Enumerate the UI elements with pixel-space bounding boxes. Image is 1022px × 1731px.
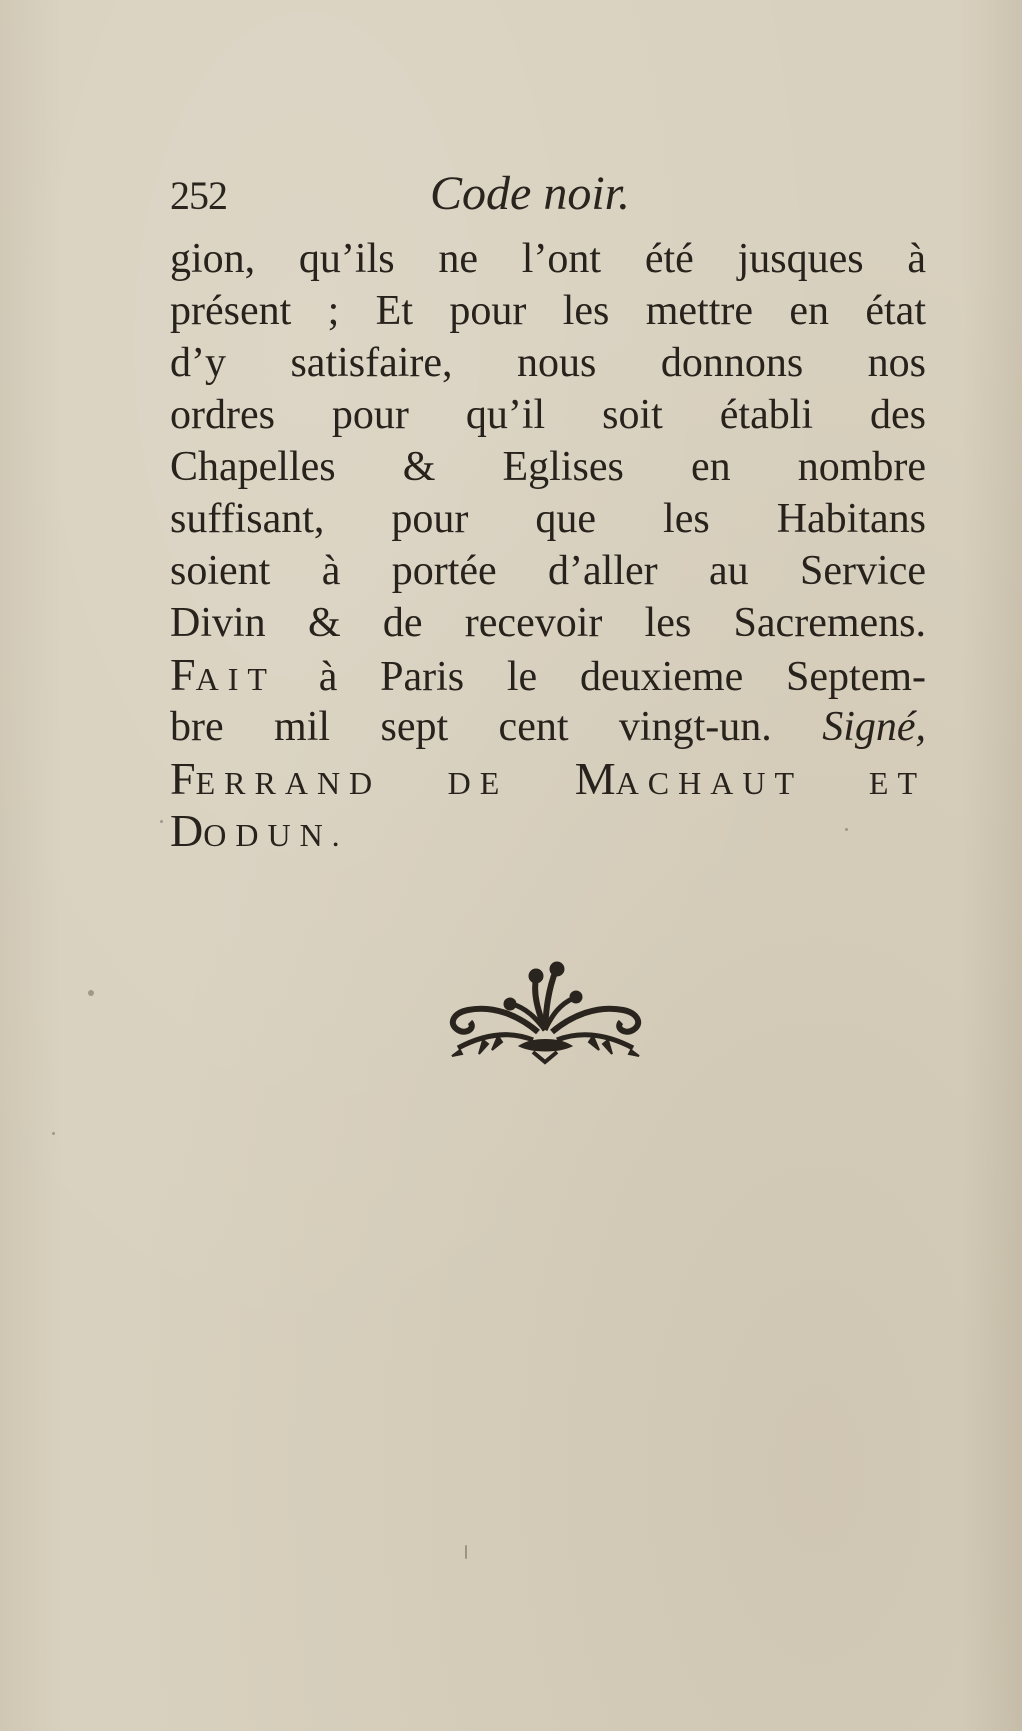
date-line bbox=[170, 701, 926, 753]
dodun-initial: D bbox=[170, 805, 204, 856]
text-line: soient à portée d’aller au Service bbox=[170, 548, 926, 594]
body-text bbox=[170, 233, 926, 857]
paper-speck bbox=[160, 820, 163, 823]
page-number: 252 bbox=[170, 173, 227, 218]
text-line: suffisant, pour que les Habitans bbox=[170, 496, 926, 542]
fait-small-caps: AIT bbox=[195, 661, 276, 697]
dodun-small-caps: ODUN. bbox=[203, 817, 349, 853]
date-text: bre mil sept cent vingt-un. bbox=[170, 704, 823, 750]
signe-label: Signé, bbox=[822, 704, 926, 750]
floral-tailpiece-icon bbox=[438, 960, 653, 1065]
machaut-small-caps: ACHAUT ET bbox=[615, 765, 927, 801]
page-header bbox=[170, 167, 930, 232]
fait-initial: F bbox=[170, 649, 196, 700]
signature-line bbox=[170, 753, 926, 805]
text-line: Chapelles & Eglises en nombre bbox=[170, 444, 926, 490]
paper-speck bbox=[52, 1132, 55, 1135]
paper-speck bbox=[88, 990, 94, 996]
machaut-initial: M bbox=[574, 753, 616, 804]
ferrand-initial: F bbox=[170, 753, 196, 804]
text-line: présent ; Et pour les mettre en état bbox=[170, 288, 926, 334]
text-line: Divin & de recevoir les Sacremens. bbox=[170, 600, 926, 646]
fait-text: à Paris le deuxieme Septem- bbox=[275, 654, 926, 700]
text-line: gion, qu’ils ne l’ont été jusques à bbox=[170, 236, 926, 282]
fait-line bbox=[170, 649, 926, 701]
paper-speck bbox=[465, 1545, 467, 1559]
running-title: Code noir. bbox=[430, 167, 631, 220]
signature-line-2 bbox=[170, 805, 926, 857]
text-line: ordres pour qu’il soit établi des bbox=[170, 392, 926, 438]
text-line: d’y satisfaire, nous donnons nos bbox=[170, 340, 926, 386]
ferrand-small-caps: ERRAND DE bbox=[195, 765, 575, 801]
